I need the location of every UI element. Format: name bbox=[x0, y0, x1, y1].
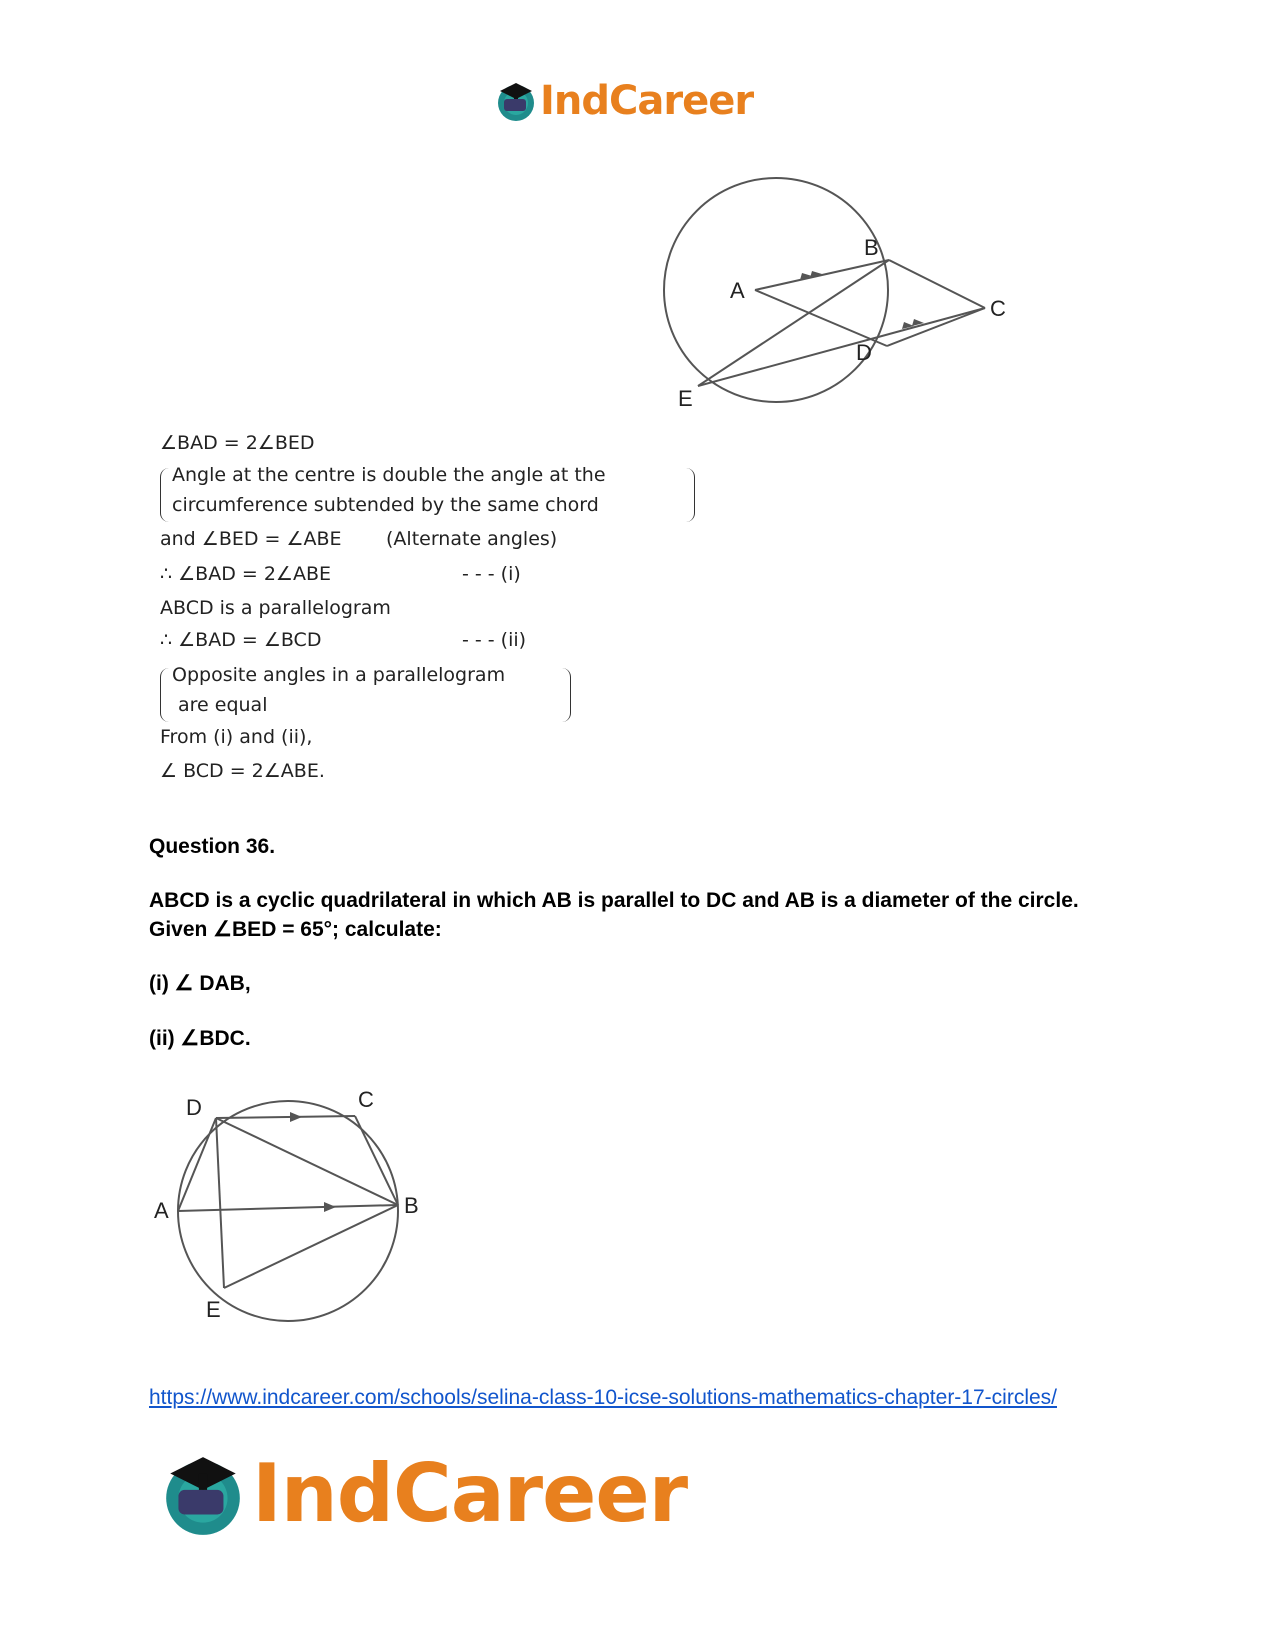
fig2-label-d: D bbox=[186, 1095, 202, 1120]
footer-logo-text: IndCareer bbox=[252, 1447, 688, 1540]
figure-parallelogram-circle bbox=[640, 170, 1020, 430]
proof-paren-right-2 bbox=[562, 668, 571, 722]
fig2-label-c: C bbox=[358, 1087, 374, 1112]
proof-paren-left bbox=[160, 468, 169, 522]
proof-paren-right bbox=[686, 468, 695, 522]
proof-line-2b: circumference subtended by the same chord bbox=[172, 494, 599, 516]
proof-line-3-reason: (Alternate angles) bbox=[386, 528, 558, 550]
question-part-1: (i) ∠ DAB, bbox=[149, 972, 251, 995]
figure-cyclic-quadrilateral bbox=[148, 1085, 438, 1330]
proof-line-7a: Opposite angles in a parallelogram bbox=[172, 664, 506, 686]
proof-line-4: ∴ ∠BAD = 2∠ABE bbox=[160, 563, 331, 585]
fig1-label-e: E bbox=[678, 386, 693, 411]
proof-line-7b: are equal bbox=[178, 694, 268, 716]
proof-line-9: ∠ BCD = 2∠ABE. bbox=[160, 760, 325, 782]
question-part-2: (ii) ∠BDC. bbox=[149, 1027, 251, 1050]
fig2-label-a: A bbox=[154, 1198, 169, 1223]
header-logo-text: IndCareer bbox=[540, 78, 754, 124]
question-text: ABCD is a cyclic quadrilateral in which AB is parallel to DC and AB is a diameter of the circle. Given ∠BED = 65°; calculate: bbox=[149, 889, 1079, 941]
source-url-link[interactable]: https://www.indcareer.com/schools/selina-class-10-icse-solutions-mathematics-chapter-17-circles/ bbox=[149, 1386, 1057, 1409]
fig2-label-b: B bbox=[404, 1193, 419, 1218]
question-title: Question 36. bbox=[149, 835, 276, 858]
proof-line-4-ref: - - - (i) bbox=[462, 563, 521, 585]
proof-line-2a: Angle at the centre is double the angle at the bbox=[172, 464, 606, 486]
fig1-label-a: A bbox=[730, 278, 745, 303]
fig1-label-d: D bbox=[856, 340, 872, 365]
proof-line-1: ∠BAD = 2∠BED bbox=[160, 432, 315, 454]
fig1-label-b: B bbox=[864, 235, 879, 260]
fig1-label-c: C bbox=[990, 296, 1006, 321]
proof-line-8: From (i) and (ii), bbox=[160, 726, 313, 748]
proof-line-6: ∴ ∠BAD = ∠BCD bbox=[160, 629, 322, 651]
proof-line-5: ABCD is a parallelogram bbox=[160, 597, 391, 619]
graduation-globe-icon bbox=[494, 79, 538, 123]
graduation-globe-icon-large bbox=[158, 1449, 248, 1539]
footer-logo bbox=[158, 1447, 687, 1540]
header-logo bbox=[494, 78, 753, 124]
proof-line-6-ref: - - - (ii) bbox=[462, 629, 527, 651]
proof-line-3: and ∠BED = ∠ABE bbox=[160, 528, 342, 550]
proof-paren-left-2 bbox=[160, 668, 169, 722]
fig2-label-e: E bbox=[206, 1297, 221, 1322]
